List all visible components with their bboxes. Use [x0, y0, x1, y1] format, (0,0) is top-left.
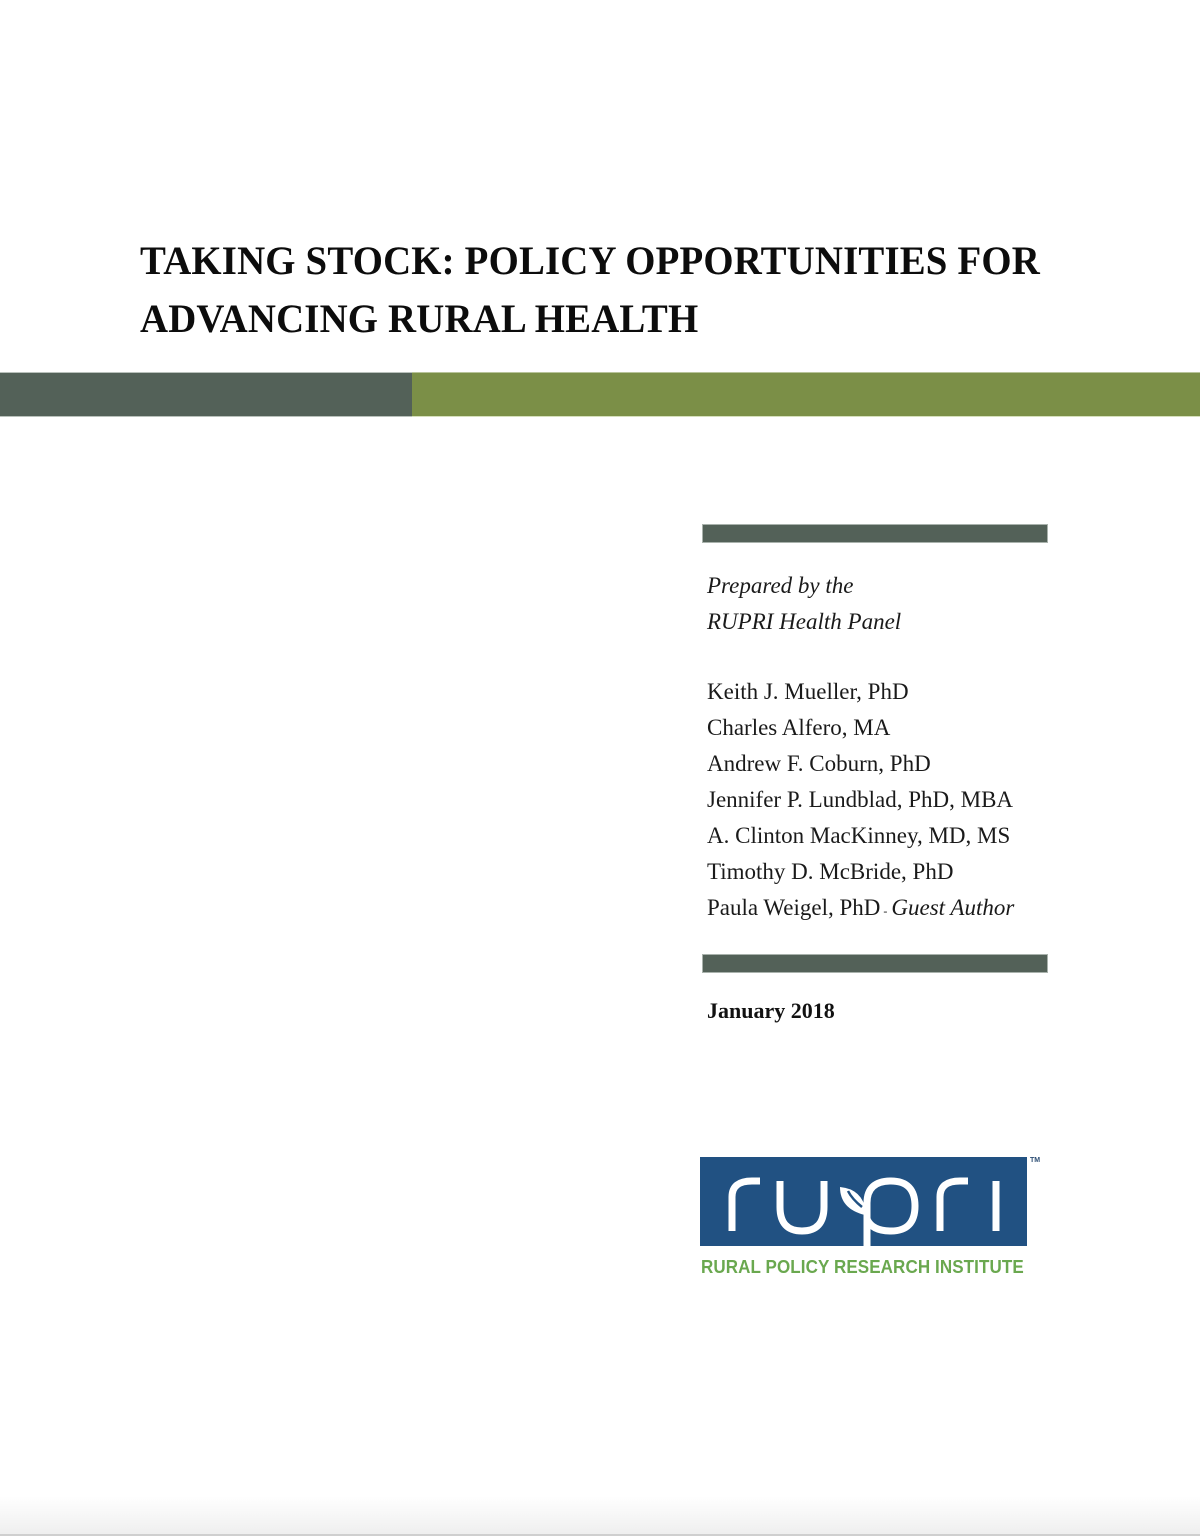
author-item — [707, 890, 1014, 929]
document-title — [140, 232, 1091, 348]
rupri-logo — [700, 1157, 1040, 1282]
page-bottom-shadow — [0, 1496, 1200, 1536]
author-name: Andrew F. Coburn, PhD — [707, 751, 931, 776]
band-dark-segment — [0, 372, 412, 417]
author-name: Jennifer P. Lundblad, PhD, MBA — [707, 787, 1014, 812]
title-line-1: TAKING STOCK: POLICY OPPORTUNITIES FOR — [140, 238, 1040, 283]
author-name: Paula Weigel, PhD — [707, 895, 881, 920]
author-name: A. Clinton MacKinney, MD, MS — [707, 823, 1011, 848]
prepared-by-line-1: Prepared by the — [707, 573, 854, 598]
band-green-segment — [412, 372, 1200, 417]
author-item — [707, 710, 1014, 746]
sprout-leaf-icon — [840, 1187, 866, 1215]
divider-top — [702, 524, 1048, 543]
publication-date: January 2018 — [707, 998, 835, 1023]
author-item — [707, 746, 1014, 782]
header-color-band — [0, 372, 1200, 417]
title-line-2: ADVANCING RURAL HEALTH — [140, 296, 699, 341]
prepared-by-line-2: RUPRI Health Panel — [707, 609, 902, 634]
author-role: Guest Author — [891, 895, 1015, 920]
logo-subtitle: RURAL POLICY RESEARCH INSTITUTE — [701, 1256, 1024, 1277]
author-list — [707, 674, 1014, 929]
author-name: Keith J. Mueller, PhD — [707, 679, 909, 704]
divider-bottom — [702, 954, 1048, 973]
author-item — [707, 674, 1014, 710]
logo-trademark: TM — [1030, 1157, 1041, 1164]
logo-wordmark — [700, 1157, 1027, 1246]
author-item — [707, 854, 1014, 890]
author-name: Charles Alfero, MA — [707, 715, 891, 740]
prepared-by — [707, 568, 901, 640]
author-name: Timothy D. McBride, PhD — [707, 859, 954, 884]
author-item — [707, 782, 1014, 818]
author-role-separator: - — [883, 904, 888, 918]
author-item — [707, 818, 1014, 854]
